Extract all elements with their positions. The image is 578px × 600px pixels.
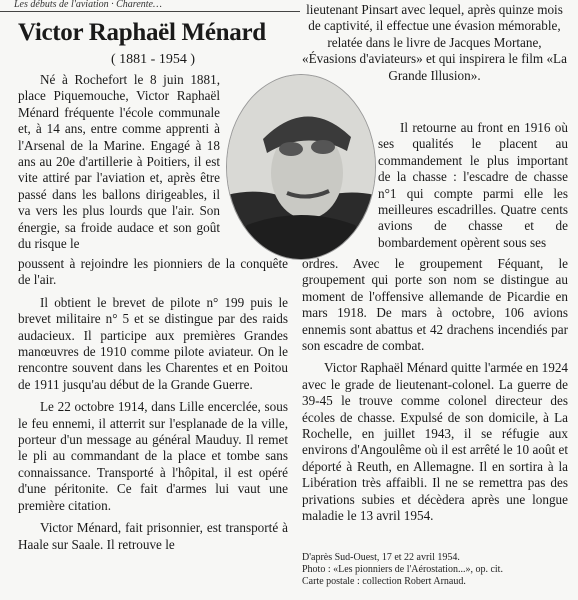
left-column-full [18,256,288,559]
paragraph-fequant: ordres. Avec le groupement Féquant, le groupement qui porte son nom se distingue au moment de l'offensive allemande de Picardie en mars 1918. De mars à octobre, 106 avions ennemis sont abattus et 42 drachens incendiés par son escadre de combat. [302,256,568,354]
paragraph-birth: Né à Rochefort le 8 juin 1881, place Piquemouche, Victor Raphaël Ménard fréquente l'école communale et, à 14 ans, entre comme apprenti à l'Arsenal de la Marine. Engagé à 18 ans au 20e d'artillerie à Poitiers, il est vite attiré par l'aviation et, après être passé dans les ballons dirigeables, il va vers les plus lourds que l'air. Son énergie, sa froide audace et son goût du risque le [18,72,220,252]
paragraph-retirement: Victor Raphaël Ménard quitte l'armée en 1924 avec le grade de lieutenant-colonel. La guerre de 39-45 le trouve comme colonel directeur des écoles de chasse. Expulsé de son domicile, à La Rochelle, en juillet 1943, il se réfugie aux environs d'Angoulême où il est arrêté le 10 août et déporté à Reuth, en Allemagne. Il en sortira à la Libération très affaibli. Il ne se remettra pas des privations subies et décèdera après une longue maladie le 13 avril 1954. [302,360,569,524]
life-dates: ( 1881 - 1954 ) [111,52,195,67]
paragraph-brevet: Il obtient le brevet de pilote n° 199 puis le brevet militaire n° 5 et se distingue par des raids audacieux. Il participe aux premières Grandes manœuvres de 1910 comme pilote aviateur. On le rencontre souvent dans les Charentes et en Poitou de 1911 jusqu'au début de la Grande Guerre. [18,294,288,392]
left-column-wrap [18,72,220,256]
credit-source: D'après Sud-Ouest, 17 et 22 avril 1954. [302,552,460,563]
paragraph-evasion: lieutenant Pinsart avec lequel, après quinze mois de captivité, il effectue une évasion mémorable, relatée dans le livre de Jacques Mortane, «Évasions d'aviateurs» et qui inspirera le film «La Grande Illusion». [302,2,567,83]
running-head: Les débuts de l'aviation · Charente… [0,0,300,12]
right-column-top [302,2,567,84]
article-title: Victor Raphaël Ménard [18,19,266,46]
credit-photo: Photo : «Les pionniers de l'Aérostation...», op. cit. [302,564,503,575]
paragraph-prisoner: Victor Ménard, fait prisonnier, est transporté à Haale sur Saale. Il retrouve le [18,520,288,552]
paragraph-front-1916: Il retourne au front en 1916 où ses qualités le placent au commandement le plus important de la chasse : l'escadre de chasse n°1 qui compte parmi elle les meilleures escadrilles. Quatre cents avions de chasse et de bombardement opèrent sous ses [378,120,568,250]
credits [302,552,568,588]
right-column-full [302,256,568,531]
paragraph-conquest: poussent à rejoindre les pionniers de la conquête de l'air. [18,256,288,288]
portrait-photo [226,74,376,260]
paragraph-lille: Le 22 octobre 1914, dans Lille encerclée, sous le feu ennemi, il atterrit sur l'esplanade de la ville, porteur d'un message au général Mauduy. Il remet le pli au commandant de la place et tombe sans connaissance. Transporté à l'hôpital, il est opéré d'une péritonite. Ce fait d'armes lui vaut une première citation. [18,399,288,513]
right-column-wrap [378,120,568,255]
credit-postcard: Carte postale : collection Robert Arnaud. [302,576,466,587]
